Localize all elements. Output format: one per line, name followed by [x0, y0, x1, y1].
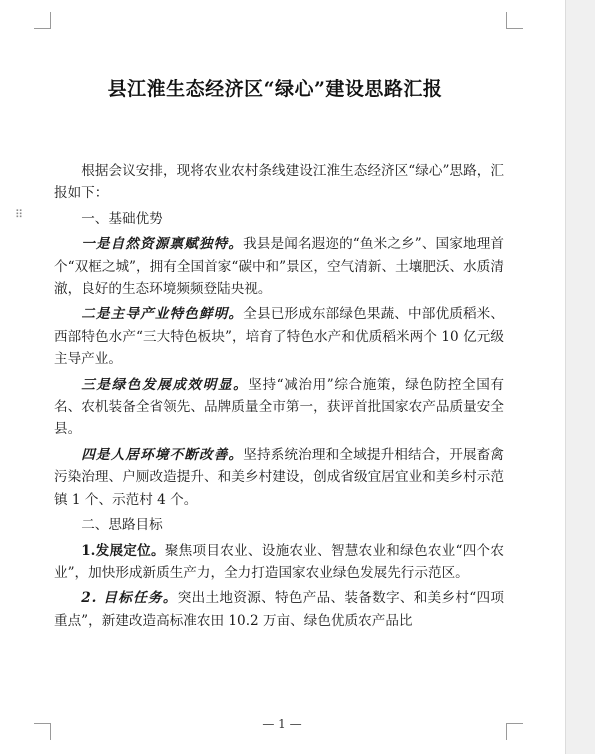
paragraph-3-text: 坚持“减治用”综合施策，绿色防控全国有名、农机装备全省领先、品牌质量全市第一，获评首批国家农产品质量安全县。 [54, 376, 504, 438]
document-body [54, 160, 504, 635]
paragraph-6-text: 突出土地资源、特色产品、装备数字、和美乡村“四项重点”，新建改造高标准农田 10.2 万亩、绿色优质农产品比 [54, 590, 504, 629]
paragraph-4-lead: 四是人居环境不断改善。 [81, 446, 244, 463]
paragraph-1-lead: 一是自然资源禀赋独特。 [81, 236, 244, 253]
paragraph-5 [54, 540, 504, 585]
paragraph-3-lead: 三是绿色发展成效明显。 [81, 376, 249, 393]
paragraph-4 [54, 444, 504, 511]
paragraph-1 [54, 233, 504, 300]
paragraph-3 [54, 374, 504, 441]
paragraph-1-text: 我县是闻名遐迩的“鱼米之乡”、国家地理首个“双框之城”，拥有全国首家“碳中和”景区，空气清新、土壤肥沃、水质清澈，良好的生态环境频频登陆央视。 [54, 236, 504, 298]
paragraph-4-text: 坚持系统治理和全域提升相结合，开展畜禽污染治理、户厕改造提升、和美乡村建设，创成省级宜居宜业和美乡村示范镇 1 个、示范村 4 个。 [54, 446, 505, 508]
paragraph-6 [54, 587, 504, 632]
paragraph-2-text: 全县已形成东部绿色果蔬、中部优质稻米、西部特色水产“三大特色板块”，培育了特色水产和优质稻米两个 10 亿元级主导产业。 [54, 306, 505, 368]
page-number: — 1 — [262, 717, 302, 731]
intro-paragraph: 根据会议安排，现将农业农村条线建设江淮生态经济区“绿心”思路，汇报如下： [54, 163, 504, 202]
workspace-gutter [565, 0, 595, 754]
document-title: 县江淮生态经济区“绿心”建设思路汇报 [107, 78, 443, 100]
paragraph-2 [54, 303, 504, 370]
crop-mark-top-left [34, 12, 51, 29]
crop-mark-top-right [506, 12, 523, 29]
section-heading-2: 二、思路目标 [81, 517, 163, 534]
paragraph-2-lead: 二是主导产业特色鲜明。 [81, 306, 244, 323]
block-drag-handle-icon[interactable]: ⠿ [15, 208, 25, 221]
section-heading-1: 一、基础优势 [81, 210, 163, 227]
paragraph-6-lead: 2. 目标任务。 [81, 590, 178, 607]
paragraph-5-lead: 1.发展定位。 [81, 542, 165, 559]
paragraph-5-text: 聚焦项目农业、设施农业、智慧农业和绿色农业“四个农业”，加快形成新质生产力，全力打造国家农业绿色发展先行示范区。 [54, 542, 504, 581]
